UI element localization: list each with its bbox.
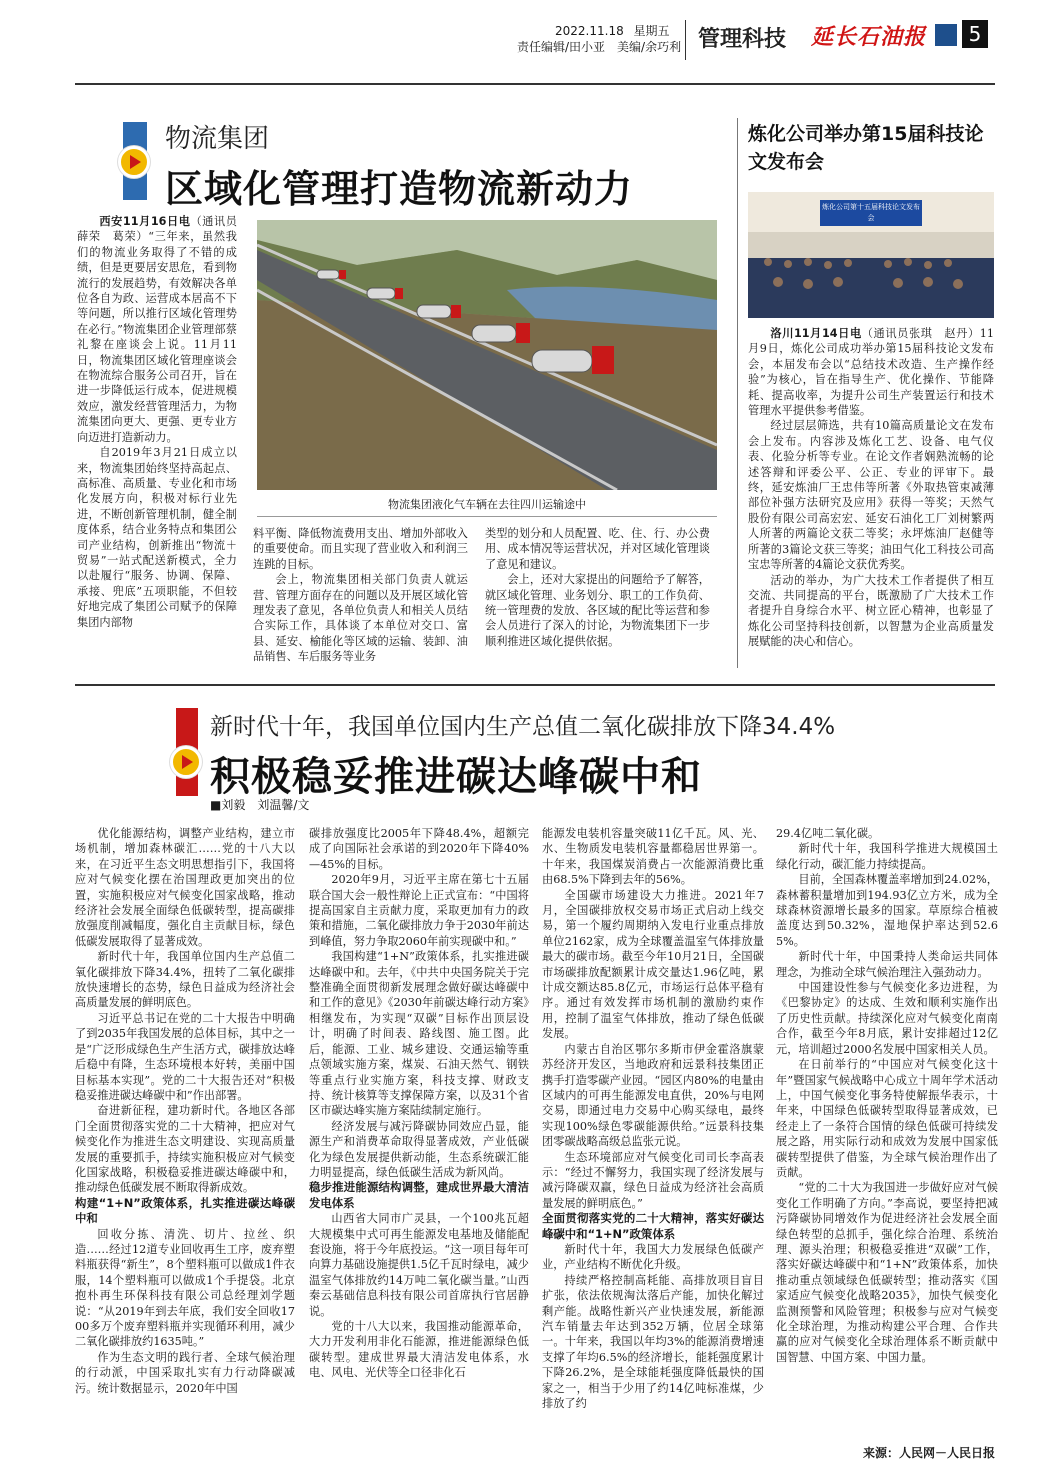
photo-caption: 物流集团液化气车辆在去往四川运输途中: [388, 498, 586, 511]
subheading: 构建“1+N”政策体系，扎实推进碳达峰碳中和: [75, 1195, 295, 1226]
col1b-text: 自2019年3月21日成立以来，物流集团始终坚持高起点、高标准、高质量、专业化和市场化发展方向，积极对标行业先进，不断创新管理机制，健全制度体系，结合业务特点和集团公司产业结构，创新推出“物流＋贸易”一站式配送新模式，全力以赴履行“服务、协调、保障、承接、兜底”五项职能，不但较好地完成了集团公司赋予的保障集团内部物: [77, 446, 237, 629]
article-headline: 区域化管理打造物流新动力: [165, 167, 634, 211]
paragraph: 中国建设性参与气候变化多边进程，为《巴黎协定》的达成、生效和顺利实施作出了历史性贡献。持续深化应对气候变化南南合作，截至今年8月底，累计安排超过12亿元，培训超过2000名发展中国家相关人员。: [776, 981, 998, 1056]
article2-p2: 经过层层筛选，共有10篇高质量论文在发布会上发布。内容涉及炼化工艺、设备、电气仪表、化验分析等专业。在论文作者娴熟流畅的论述答辩和评委公平、公正、专业的评审下。最终，延安炼油厂王忠伟等所著《外取热管束减薄部位补强方法研究及应用》获得一等奖；天然气股份有限公司高宏宏、延安石油化工厂刘树繁两人所著的两篇论文获二等奖；永坪炼油厂赵健等所著的3篇论文获三等奖；油田气化工科技公司高宝忠等所著的4篇论文获优秀奖。: [748, 419, 994, 572]
weekday: 星期五: [633, 24, 670, 38]
subheading: 全面贯彻落实党的二十大精神，落实好碳达峰碳中和“1+N”政策体系: [542, 1211, 764, 1241]
paragraph: 新时代十年，我国单位国内生产总值二氧化碳排放下降34.4%，扭转了二氧化碳排放快速增长的态势，绿色日益成为经济社会高质量发展的鲜明底色。: [75, 950, 295, 1010]
article2-dateline: 洛川11月14日电: [770, 327, 862, 340]
article2-p1: 11月9日，炼化公司成功举办第15届科技论文发布会，本届发布会以“总结技术改造、生产操作经验”为核心，旨在指导生产、优化操作、节能降耗、提高收率，为提升公司生产装置运行和技术管理水平提供参考借鉴。: [748, 327, 994, 418]
subheading: 稳步推进能源结构调整，建成世界最大清洁发电体系: [309, 1180, 529, 1210]
article-col-1: [77, 214, 237, 630]
photo-tanker-trucks: [257, 220, 717, 490]
dateline: 西安11月16日电: [99, 215, 191, 228]
paragraph: 新时代十年，中国秉持人类命运共同体理念，为推动全球气候治理注入强劲动力。: [776, 950, 998, 979]
paragraph: 经济发展与减污降碳协同效应凸显，能源生产和消费革命取得显著成效，产业低碳化为绿色发展提供新动能，生态系统碳汇能力明显提高，绿色低碳生活成为新风尚。: [309, 1119, 529, 1179]
paragraph: 党的十八大以来，我国推动能源革命，大力开发利用非化石能源，推进能源绿色低碳转型。建成世界最大清洁发电体系，水电、风电、光伏等全口径非化石: [309, 1320, 529, 1380]
byline: （通讯员薛荣 葛荣）: [77, 215, 237, 244]
page-corner-icon: [935, 24, 957, 46]
date: 2022.11.18: [555, 24, 624, 38]
paragraph: 29.4亿吨二氧化碳。: [776, 827, 880, 840]
article-col-3: [485, 526, 710, 649]
col1-text: “三年来，虽然我们的物流业务取得了不错的成绩，但是更要居安思危，看到物流行的发展趋势，有效解决各单位各自为政、运营成本居高不下等问题，所以推行区域化管理势在必行。”物流集团企业管理部蔡礼黎在座谈会上说。11月11日，物流集团区域化管理座谈会在物流综合服务公司召开，旨在进一步降低运行成本，促进规模效应，激发经营管理活力，为物流集团向更大、更强、更专业方向迈进打造新动力。: [77, 230, 237, 444]
caption-rule: [257, 516, 717, 517]
paragraph: “党的二十大为我国进一步做好应对气候变化工作明确了方向。”李高说，要坚持把减污降碳协同增效作为促进经济社会发展全面绿色转型的总抓手，强化综合治理、系统治理、源头治理；积极稳妥推进“双碳”工作，落实好碳达峰碳中和“1+N”政策体系，加快推动重点领域绿色低碳转型；推动落实《国家适应气候变化战略2035》，加快气候变化监测预警和风险管理；积极参与应对气候变化全球治理，为推动构建公平合理、合作共赢的应对气候变化全球治理体系不断贡献中国智慧、中国方案、中国力量。: [776, 1181, 998, 1364]
paragraph: 作为生态文明的践行者、全球气候治理的行动派，中国采取扎实有力行动降碳减污。统计数据显示，2020年中国: [75, 1350, 295, 1395]
paragraph: 目前，全国森林覆盖率增加到24.02%，森林蓄积量增加到194.93亿立方米，成为全球森林资源增长最多的国家。草原综合植被盖度达到50.32%，湿地保护率达到52.65%。: [776, 873, 998, 948]
carbon-col-3: [542, 826, 764, 1411]
col2-text: 料平衡、降低物流费用支出、增加外部收入的重要使命。而且实现了营业收入和利润三连跳的目标。: [253, 527, 468, 571]
article2-text: [748, 326, 994, 650]
editors: 责任编辑/田小亚 美编/余巧利: [517, 40, 682, 54]
article-col-2: [253, 526, 468, 665]
col2b-text: 会上，物流集团相关部门负责人就运营、管理方面存在的问题以及开展区域化管理发表了意见，各单位负责人和相关人员结合实际工作，具体谈了本单位对交口、富县、延安、榆能化等区域的运输、装卸、油品销售、车后服务等业务: [253, 573, 468, 664]
carbon-col-4: [776, 826, 998, 1365]
paragraph: 碳排放强度比2005年下降48.4%，超额完成了向国际社会承诺的到2020年下降40%—45%的目标。: [309, 827, 529, 871]
col3b-text: 会上，还对大家提出的问题给予了解答，就区域化管理、业务划分、职工的工作负荷、统一管理费的发放、各区域的配比等运营和参会人员进行了深入的讨论，为物流集团下一步顺利推进区域化提供依据。: [485, 573, 710, 648]
paragraph: 优化能源结构，调整产业结构，建立市场机制，增加森林碳汇……党的十八大以来，在习近平生态文明思想指引下，我国将应对气候变化摆在治国理政更加突出的位置，实施积极应对气候变化国家战略，推动经济社会发展全面绿色低碳转型，提高碳排放强度削减幅度，强化自主贡献目标，绿色低碳发展取得了显著成效。: [75, 827, 295, 948]
paragraph: 2020年9月，习近平主席在第七十五届联合国大会一般性辩论上正式宣布：“中国将提高国家自主贡献力度，采取更加有力的政策和措施，二氧化碳排放力争于2030年前达到峰值，努力争取2060年前实现碳中和。”: [309, 873, 529, 948]
article3-byline: ■刘毅 刘温馨/文: [210, 798, 310, 812]
header-divider: [685, 20, 686, 60]
carbon-col-2: [309, 826, 529, 1381]
highway-photo-illustration: [257, 220, 717, 490]
paragraph: 新时代十年，我国科学推进大规模国土绿化行动，碳汇能力持续提高。: [776, 842, 998, 871]
header-rule: [75, 83, 995, 85]
paragraph: 我国构建“1+N”政策体系，扎实推进碳达峰碳中和。去年，《中共中央国务院关于完整准确全面贯彻新发展理念做好碳达峰碳中和工作的意见》《2030年前碳达峰行动方案》相继发布，为实现“双碳”目标作出顶层设计，明确了时间表、路线图、施工图。此后，能源、工业、城乡建设、交通运输等重点领域实施方案，煤炭、石油天然气、钢铁等重点行业实施方案，科技支撑、财政支持、统计核算等支撑保障方案，以及31个省区市碳达峰实施方案陆续制定施行。: [309, 950, 529, 1118]
play-icon: [118, 146, 150, 178]
paragraph: 回收分拣、清洗、切片、拉丝、织造……经过12道专业回收再生工序，废弃塑料瓶获得“新生”，8个塑料瓶可以做成1件衣服，14个塑料瓶可以做成1个手提袋。北京抱朴再生环保科技有限公司总经理刘学题说：“从2019年到去年底，我们安全回收1700多万个废弃塑料瓶并实现循环利用，减少二氧化碳排放约1635吨。”: [75, 1227, 295, 1349]
col3-text: 类型的划分和人员配置、吃、住、行、办公费用、成本情况等运营状况，并对区域化管理谈了意见和建议。: [485, 527, 710, 571]
section-title: 管理科技: [698, 27, 787, 52]
article-kicker: 物流集团: [165, 124, 270, 154]
article3-kicker: 新时代十年，我国单位国内生产总值二氧化碳排放下降34.4%: [210, 714, 836, 740]
paragraph: 全国碳市场建设大力推进。2021年7月，全国碳排放权交易市场正式启动上线交易，第一个履约周期纳入发电行业重点排放单位2162家，成为全球覆盖温室气体排放量最大的碳市场。截至今年10月21日，全国碳市场碳排放配额累计成交量达1.96亿吨，累计成交额达85.8亿元，市场运行总体平稳有序。通过有效发挥市场机制的激励约束作用，控制了温室气体排放，推动了绿色低碳发展。: [542, 888, 764, 1041]
paragraph: 习近平总书记在党的二十大报告中明确了到2035年我国发展的总体目标，其中之一是“广泛形成绿色生产生活方式，碳排放达峰后稳中有降，生态环境根本好转，美丽中国目标基本实现”。党的二十大报告还对“积极稳妥推进碳达峰碳中和”作出部署。: [75, 1011, 295, 1102]
section-rule: [75, 684, 995, 686]
carbon-col-1: [75, 826, 295, 1396]
photo-conference: [748, 192, 994, 318]
paragraph: 山西省大同市广灵县，一个100兆瓦超大规模集中式可再生能源发电基地及储能配套设施，将于今年底投运。“这一项目每年可向算力基础设施提供1.5亿千瓦时绿电，减少温室气体排放约14万吨二氧化碳当量。”山西秦云基础信息科技有限公司首席执行官居静说。: [309, 1212, 529, 1318]
conference-banner-text: 炼化公司第十五届科技论文发布会: [822, 203, 920, 222]
paper-logo: 延长石油报: [811, 24, 927, 50]
paragraph: 新时代十年，我国大力发展绿色低碳产业，产业结构不断优化升级。: [542, 1242, 764, 1272]
paragraph: 在日前举行的“中国应对气候变化这十年”暨国家气候战略中心成立十周年学术活动上，中国气候变化事务特使解振华表示，十年来，中国绿色低碳转型取得显著成效，已经走上了一条符合国情的绿色低碳可持续发展之路，用实际行动和成效为发展中国家低碳转型提供了借鉴，为全球气候治理作出了贡献。: [776, 1058, 998, 1179]
article3-source: 来源：人民网－人民日报: [863, 1446, 996, 1460]
article2-p3: 活动的举办，为广大技术工作者提供了相互交流、共同提高的平台，既激励了广大技术工作者提升自身综合水平、树立匠心精神，也彰显了炼化公司坚持科技创新，以智慧为企业高质量发展赋能的决心和信心。: [748, 573, 994, 649]
paragraph: 内蒙古自治区鄂尔多斯市伊金霍洛旗蒙苏经济开发区，当地政府和远景科技集团正携手打造零碳产业园。“园区内80%的电量由区域内的可再生能源发电直供，20%与电网交易，即通过电力交易中心购买绿电，最终实现100%绿色零碳能源供给。”远景科技集团零碳战略高级总监张元说。: [542, 1042, 764, 1149]
column-divider: [737, 118, 738, 668]
article3-headline: 积极稳妥推进碳达峰碳中和: [210, 754, 702, 800]
paragraph: 生态环境部应对气候变化司司长李高表示：“经过不懈努力，我国实现了经济发展与减污降碳双赢，绿色日益成为经济社会高质量发展的鲜明底色。”: [542, 1150, 764, 1210]
issue-date: [555, 22, 670, 39]
article2-headline: 炼化公司举办第15届科技论文发布会: [748, 123, 984, 173]
paragraph: 持续严格控制高耗能、高排放项目盲目扩张，依法依规淘汰落后产能，加快化解过剩产能。战略性新兴产业快速发展，新能源汽车销量去年达到352万辆，位居全球第一。十年来，我国以年均3%的能源消费增速支撑了年均6.5%的经济增长，能耗强度累计下降26.2%，是全球能耗强度降低最快的国家之一，相当于少用了约14亿吨标准煤，少排放了约: [542, 1273, 764, 1411]
paragraph: 能源发电装机容量突破11亿千瓦。风、光、水、生物质发电装机容量都稳居世界第一。十年来，我国煤炭消费占一次能源消费比重由68.5%下降到去年的56%。: [542, 827, 764, 887]
play-icon: [170, 746, 202, 778]
paragraph: 奋进新征程，建功新时代。各地区各部门全面贯彻落实党的二十大精神，把应对气候变化作为推进生态文明建设、实现高质量发展的重要抓手，持续实施积极应对气候变化国家战略，积极稳妥推进碳达峰碳中和，推动绿色低碳发展不断取得新成效。: [75, 1104, 295, 1195]
page-number: 5: [962, 20, 988, 48]
article2-byline: （通讯员张琪 赵丹）: [861, 327, 980, 340]
